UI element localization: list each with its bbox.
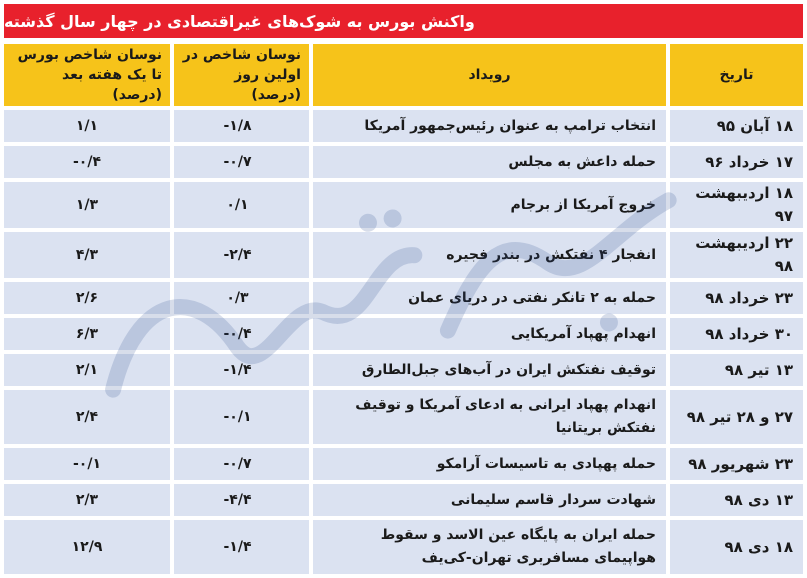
table-row (4, 520, 803, 574)
row-event: انتخاب ترامپ به عنوان رئیس‌جمهور آمریکا (309, 110, 666, 142)
row-event: حمله ایران به پایگاه عین الاسد و سقوط هواپیمای مسافربری تهران-کی‌یف (309, 520, 666, 574)
row-date: ۱۳ دی ۹۸ (666, 484, 803, 516)
row-first-day: -۲/۴ (170, 232, 309, 278)
row-first-day: -۰/۴ (170, 318, 309, 350)
table-row (4, 354, 803, 386)
row-date: ۱۷ خرداد ۹۶ (666, 146, 803, 178)
row-first-day: -۱/۸ (170, 110, 309, 142)
header-one-week: نوسان شاخص بورس تا یک هفته بعد (درصد) (4, 44, 170, 106)
table-title: واکنش بورس به شوک‌های غیراقتصادی در چهار سال گذشته (4, 4, 803, 38)
table-row (4, 390, 803, 444)
row-one-week: ۱/۱ (4, 110, 170, 142)
row-first-day: ۰/۱ (170, 182, 309, 228)
row-date: ۲۲ اردیبهشت ۹۸ (666, 232, 803, 278)
row-event: انفجار ۴ نفتکش در بندر فجیره (309, 232, 666, 278)
header-row (4, 44, 803, 106)
table-row (4, 318, 803, 350)
row-event: انهدام پهپاد ایرانی به ادعای آمریکا و توقیف نفتکش بریتانیا (309, 390, 666, 444)
data-table (4, 40, 803, 578)
row-event: حمله به ۲ تانکر نفتی در دریای عمان (309, 282, 666, 314)
row-date: ۲۷ و ۲۸ تیر ۹۸ (666, 390, 803, 444)
row-date: ۱۸ دی ۹۸ (666, 520, 803, 574)
row-event: انهدام پهپاد آمریکایی (309, 318, 666, 350)
table-row (4, 110, 803, 142)
row-date: ۱۸ اردیبهشت ۹۷ (666, 182, 803, 228)
table-row (4, 484, 803, 516)
row-event: شهادت سردار قاسم سلیمانی (309, 484, 666, 516)
row-first-day: -۴/۴ (170, 484, 309, 516)
row-first-day: ۰/۳ (170, 282, 309, 314)
table-row (4, 448, 803, 480)
row-first-day: -۰/۷ (170, 448, 309, 480)
row-date: ۱۳ تیر ۹۸ (666, 354, 803, 386)
row-date: ۲۳ شهریور ۹۸ (666, 448, 803, 480)
row-one-week: -۰/۴ (4, 146, 170, 178)
table-row (4, 182, 803, 228)
row-one-week: ۱۲/۹ (4, 520, 170, 574)
row-date: ۱۸ آبان ۹۵ (666, 110, 803, 142)
row-first-day: -۰/۱ (170, 390, 309, 444)
row-one-week: ۲/۴ (4, 390, 170, 444)
row-event: توقیف نفتکش ایران در آب‌های جبل‌الطارق (309, 354, 666, 386)
row-date: ۲۳ خرداد ۹۸ (666, 282, 803, 314)
row-event: حمله داعش به مجلس (309, 146, 666, 178)
row-one-week: -۰/۱ (4, 448, 170, 480)
row-one-week: ۱/۳ (4, 182, 170, 228)
table-row (4, 232, 803, 278)
header-date: تاریخ (666, 44, 803, 106)
row-event: حمله پهپادی به تاسیسات آرامکو (309, 448, 666, 480)
row-one-week: ۲/۶ (4, 282, 170, 314)
table-row (4, 282, 803, 314)
row-one-week: ۴/۳ (4, 232, 170, 278)
row-event: خروج آمریکا از برجام (309, 182, 666, 228)
row-one-week: ۶/۳ (4, 318, 170, 350)
row-first-day: -۰/۷ (170, 146, 309, 178)
table-row (4, 146, 803, 178)
row-first-day: -۱/۴ (170, 520, 309, 574)
header-first-day: نوسان شاخص در اولین روز (درصد) (170, 44, 309, 106)
row-date: ۳۰ خرداد ۹۸ (666, 318, 803, 350)
row-first-day: -۱/۴ (170, 354, 309, 386)
header-event: رویداد (309, 44, 666, 106)
row-one-week: ۲/۱ (4, 354, 170, 386)
row-one-week: ۲/۳ (4, 484, 170, 516)
